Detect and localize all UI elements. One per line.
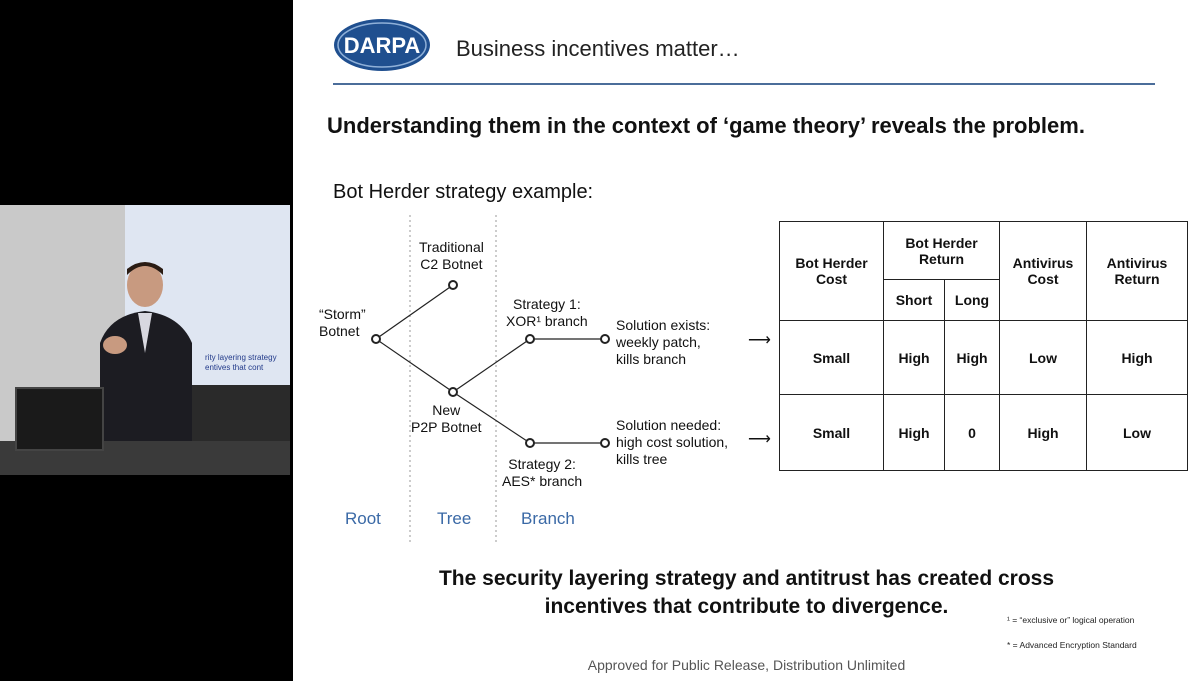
laptop bbox=[15, 387, 104, 451]
projected-text: rity layering strategy entives that cont bbox=[205, 353, 277, 372]
node-c2 bbox=[449, 281, 457, 289]
conclusion-text: The security layering strategy and antitrust has created cross incentives that contribute to divergence. bbox=[438, 567, 1055, 618]
header-antivirus-cost: Antivirus Cost bbox=[1000, 222, 1087, 321]
headline: Understanding them in the context of ‘game theory’ reveals the problem. bbox=[327, 113, 1085, 138]
node-strategy-2 bbox=[526, 439, 534, 447]
node-solution-2 bbox=[601, 439, 609, 447]
phase-root: Root bbox=[345, 509, 381, 528]
arrow-row-1: ⟶ bbox=[748, 332, 771, 349]
footnote-xor: ¹ = “exclusive or” logical operation bbox=[1007, 615, 1135, 625]
solution-2-label: Solution needed: high cost solution, kills tree bbox=[616, 417, 729, 467]
darpa-logo bbox=[333, 18, 431, 72]
presenter-video bbox=[0, 205, 290, 475]
table-row: Small High High Low High bbox=[780, 321, 1188, 395]
c2-botnet-label: Traditional C2 Botnet bbox=[419, 239, 484, 272]
title-divider bbox=[333, 83, 1155, 85]
header-bot-herder-return: Bot Herder Return bbox=[884, 222, 1000, 280]
header-long: Long bbox=[945, 280, 1000, 321]
node-strategy-1 bbox=[526, 335, 534, 343]
decision-tree bbox=[293, 205, 773, 555]
strategy-1-label: Strategy 1: XOR¹ branch bbox=[506, 296, 588, 329]
header-antivirus-return: Antivirus Return bbox=[1087, 222, 1188, 321]
solution-1-label: Solution exists: weekly patch, kills branch bbox=[616, 317, 711, 367]
root-label: “Storm” Botnet bbox=[319, 306, 366, 339]
phase-branch: Branch bbox=[521, 509, 575, 528]
footnote-aes: * = Advanced Encryption Standard bbox=[1007, 640, 1137, 650]
strategy-2-label: Strategy 2: AES* branch bbox=[502, 456, 583, 489]
node-p2p bbox=[449, 388, 457, 396]
p2p-botnet-label: New P2P Botnet bbox=[411, 402, 482, 435]
table-row: Small High 0 High Low bbox=[780, 395, 1188, 471]
phase-tree: Tree bbox=[437, 509, 472, 528]
svg-text:DARPA: DARPA bbox=[343, 33, 421, 58]
release-statement: Approved for Public Release, Distribution Unlimited bbox=[587, 657, 906, 673]
header-short: Short bbox=[884, 280, 945, 321]
subheading: Bot Herder strategy example: bbox=[333, 181, 594, 203]
slide-title: Business incentives matter… bbox=[456, 36, 740, 61]
node-solution-1 bbox=[601, 335, 609, 343]
arrow-row-2: ⟶ bbox=[748, 431, 771, 448]
slide bbox=[293, 0, 1200, 681]
node-root bbox=[372, 335, 380, 343]
header-bot-herder-cost: Bot Herder Cost bbox=[780, 222, 884, 321]
payoff-table bbox=[779, 221, 1188, 471]
